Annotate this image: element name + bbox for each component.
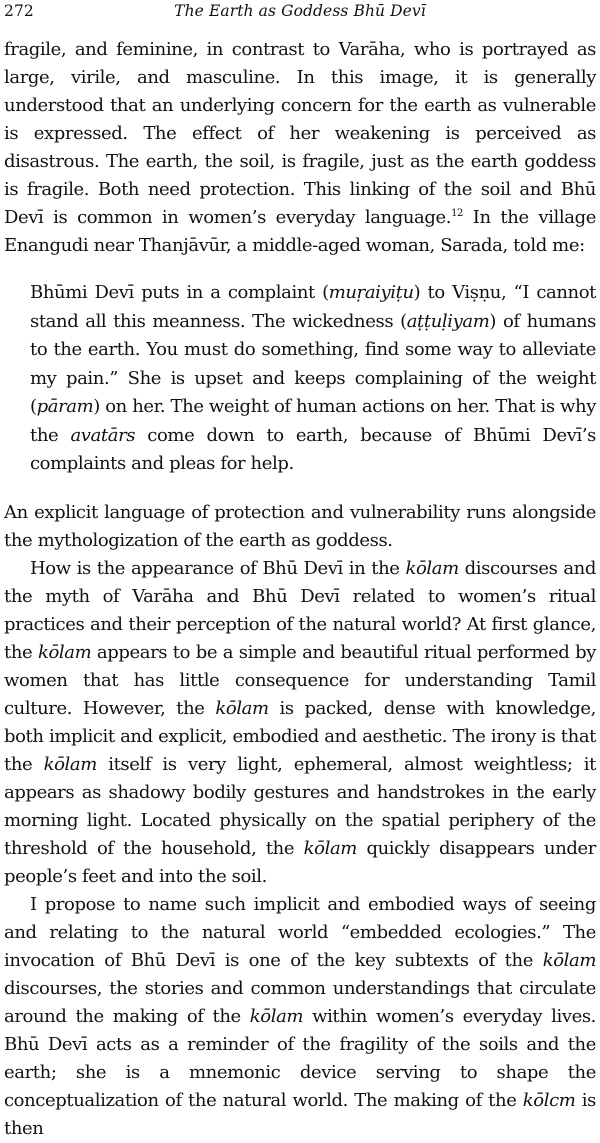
italic-term: muṛaiyiṭu — [328, 282, 414, 303]
text-run: ) of humans to the earth. You must do something, find some way to alleviate my pain.” She is upset and keeps complaining of the weight ( — [30, 310, 596, 417]
text-run: How is the appearance of Bhū Devī in the — [30, 557, 406, 579]
paragraph-embedded-ecologies — [4, 891, 596, 1143]
text-run: is packed, dense with knowledge, both implicit and explicit, embodied and aesthetic. The irony is that the — [4, 697, 596, 775]
paragraph-protection — [4, 499, 596, 555]
text-run: discourses, the stories and common understandings that circulate around the making of the — [4, 977, 596, 1027]
text-run: come down to earth, because of Bhūmi Devī’s complaints and pleas for help. — [30, 424, 596, 474]
footnote-marker: 12 — [451, 208, 464, 219]
italic-term: kōlam — [43, 753, 97, 775]
italic-term: kōlcm — [522, 1089, 576, 1111]
block-quote — [4, 279, 596, 479]
italic-term: kōlam — [249, 1005, 304, 1027]
page-number: 272 — [4, 2, 34, 20]
text-run: Bhūmi Devī puts in a complaint ( — [30, 282, 329, 303]
text-run: ) on her. The weight of human actions on her. That is why the — [30, 396, 596, 446]
text-run: within women’s everyday lives. Bhū Devī acts as a reminder of the fragility of the soils and the earth; she is a mnemonic device serving to shape the conceptualization of the natural world. The making of the — [4, 1005, 596, 1111]
italic-term: aṭṭuḷiyam — [406, 310, 490, 332]
running-title: The Earth as Goddess Bhū Devī — [174, 2, 426, 20]
italic-term: kōlam — [542, 949, 596, 971]
paragraph-kolam-question — [4, 555, 596, 891]
text-run: is then — [4, 1089, 596, 1139]
italic-term: kōlam — [37, 641, 92, 663]
page-body — [4, 36, 596, 1143]
italic-term: avatārs — [70, 424, 136, 446]
text-run: fragile, and feminine, in contrast to Varāha, who is portrayed as large, virile, and masculine. In this image, it is generally understood that an underlying concern for the earth as vulnerable is expressed. The effect of her weakening is perceived as disastrous. The earth, the soil, is fragile, just as the earth goddess is fragile. Both need protection. This linking of the soil and Bhū Devī is common in women’s everyday language. — [4, 39, 596, 228]
paragraph-opening — [4, 36, 596, 260]
text-run: discourses and the myth of Varāha and Bhū Devī related to women’s ritual practices and their perception of the natural world? At first glance, the — [4, 557, 596, 663]
italic-term: kōlam — [303, 837, 357, 859]
text-run: ) to Viṣṇu, “I cannot stand all this meanness. The wickedness ( — [30, 282, 596, 332]
italic-term: kōlam — [215, 697, 269, 719]
text-run: appears to be a simple and beautiful ritual performed by women that has little consequence for understanding Tamil culture. However, the — [4, 641, 596, 719]
text-run: An explicit language of protection and vulnerability runs alongside the mythologization of the earth as goddess. — [4, 501, 596, 551]
italic-term: pāram — [36, 396, 94, 417]
text-run: itself is very light, ephemeral, almost weightless; it appears as shadowy bodily gestures and handstrokes in the early morning light. Located physically on the spatial periphery of the threshold of the household, the — [4, 753, 596, 859]
italic-term: kōlam — [405, 557, 459, 579]
text-run: I propose to name such implicit and embodied ways of seeing and relating to the natural world “embedded ecologies.” The invocation of Bhū Devī is one of the key subtexts of the — [4, 893, 596, 971]
text-run: quickly disappears under people’s feet and into the soil. — [4, 837, 597, 887]
text-run: In the village Enangudi near Thanjāvūr, a middle-aged woman, Sarada, told me: — [4, 207, 596, 256]
page-header — [4, 0, 596, 22]
